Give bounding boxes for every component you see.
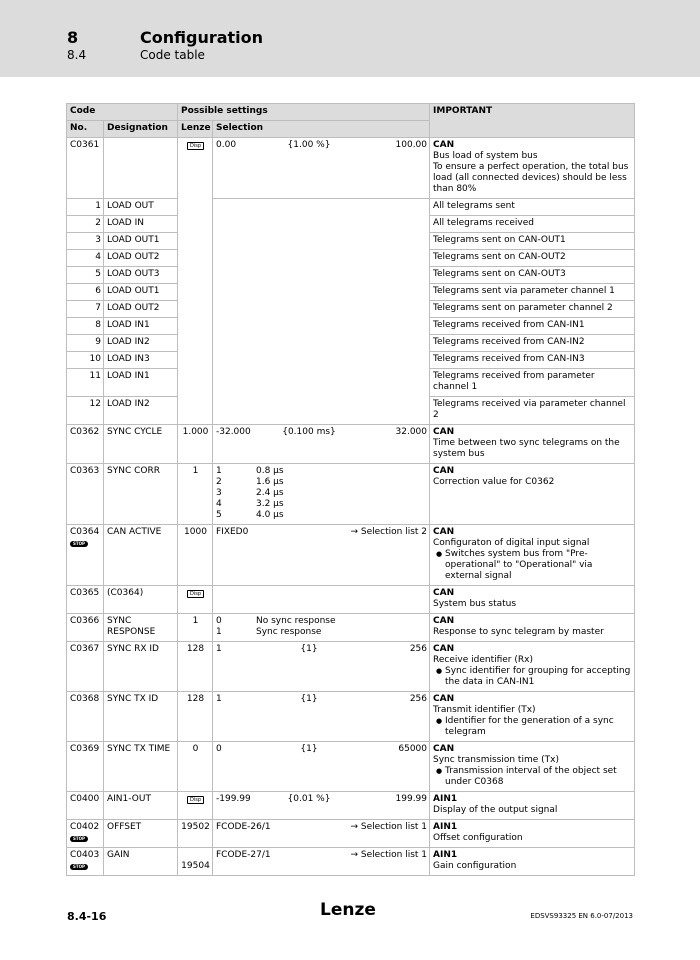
important-text: Correction value for C0362 [433, 477, 555, 487]
important-cell [430, 792, 635, 820]
subcode-important: Telegrams received from CAN-IN1 [430, 318, 635, 335]
designation-cell: SYNC TX ID [104, 692, 178, 742]
selection-list-ref: → Selection list 2 [350, 527, 428, 537]
subcode-important: Telegrams received from CAN-IN2 [430, 335, 635, 352]
selection-range [216, 427, 427, 438]
lenze-cell: 1000 [178, 525, 213, 586]
selection-min: 0 [216, 744, 222, 754]
table-row [67, 464, 635, 525]
subcode-important: Telegrams received from CAN-IN3 [430, 352, 635, 369]
important-title: CAN [433, 588, 455, 598]
lenze-cell: 0 [178, 742, 213, 792]
subcode-designation: LOAD IN1 [104, 369, 178, 397]
subcode-designation: LOAD OUT [104, 199, 178, 216]
display-only-badge: Disp [187, 590, 204, 598]
selection-min: 1 [216, 694, 222, 704]
lenze-cell: 1.000 [178, 425, 213, 464]
important-cell [430, 642, 635, 692]
code-cell [67, 792, 104, 820]
important-text: Offset configuration [433, 833, 523, 843]
subcode-no: 10 [67, 352, 104, 369]
lenze-cell [178, 792, 213, 820]
code-cell [67, 464, 104, 525]
subcode-designation: LOAD IN1 [104, 318, 178, 335]
option-key: 4 [216, 499, 222, 509]
header-important: IMPORTANT [430, 104, 635, 138]
option-value: 1.6 µs [256, 477, 284, 487]
subcode-no: 2 [67, 216, 104, 233]
important-title: AIN1 [433, 850, 458, 860]
table-row [67, 792, 635, 820]
designation-cell: SYNC RX ID [104, 642, 178, 692]
chapter-number: 8 [67, 28, 79, 47]
subcode-no: 4 [67, 250, 104, 267]
selection-list-ref: → Selection list 1 [350, 850, 428, 860]
selection-option [216, 499, 427, 510]
important-cell [430, 692, 635, 742]
selection-step: {0.100 ms} [282, 427, 336, 437]
table-row [67, 138, 635, 199]
code-number: C0402 [70, 822, 100, 832]
lenze-cell [178, 586, 213, 614]
code-number: C0365 [70, 588, 100, 598]
code-cell [67, 692, 104, 742]
option-key: 1 [216, 466, 222, 476]
important-cell [430, 848, 635, 876]
subcode-designation: LOAD OUT2 [104, 250, 178, 267]
bullet-text: Switches system bus from "Pre-operational" to "Operational" via external signal [445, 549, 593, 581]
code-cell [67, 586, 104, 614]
important-title: CAN [433, 694, 455, 704]
lenze-cell: 128 [178, 642, 213, 692]
selection-cell [213, 692, 430, 742]
selection-option [216, 616, 427, 627]
important-text: Display of the output signal [433, 805, 558, 815]
bullet-icon: ● [435, 667, 443, 675]
subcode-designation: LOAD IN2 [104, 335, 178, 352]
option-value: 3.2 µs [256, 499, 284, 509]
selection-range [216, 794, 427, 805]
important-title: CAN [433, 466, 455, 476]
selection-option [216, 627, 427, 638]
selection-range [216, 140, 427, 151]
designation-cell [104, 138, 178, 199]
selection-range [216, 644, 427, 655]
selection-cell [213, 138, 430, 199]
designation-cell: SYNC CYCLE [104, 425, 178, 464]
important-title: AIN1 [433, 822, 458, 832]
subcode-designation: LOAD OUT3 [104, 267, 178, 284]
designation-cell: GAIN [104, 848, 178, 876]
code-number: C0369 [70, 744, 100, 754]
selection-cell [213, 464, 430, 525]
subcode-designation: LOAD IN3 [104, 352, 178, 369]
important-cell [430, 742, 635, 792]
selection-source: FIXED0 [216, 527, 249, 537]
important-cell [430, 138, 635, 199]
code-number: C0368 [70, 694, 100, 704]
subcode-no: 1 [67, 199, 104, 216]
subcode-no: 9 [67, 335, 104, 352]
code-number: C0400 [70, 794, 100, 804]
selection-max: 65000 [398, 744, 428, 754]
subcode-no: 12 [67, 397, 104, 425]
selection-min: 0.00 [216, 140, 237, 150]
subcode-important: All telegrams received [430, 216, 635, 233]
selection-max: 256 [409, 644, 428, 654]
table-row [67, 586, 635, 614]
selection-option [216, 477, 427, 488]
designation-cell: (C0364) [104, 586, 178, 614]
important-text: Receive identifier (Rx) [433, 655, 533, 665]
option-key: 2 [216, 477, 222, 487]
option-value: 4.0 µs [256, 510, 284, 520]
bullet-icon: ● [435, 717, 443, 725]
bullet-text: Sync identifier for grouping for accepting the data in CAN-IN1 [445, 666, 631, 687]
table-row [67, 820, 635, 848]
important-text: To ensure a perfect operation, the total bus load (all connected devices) should be less than 80% [433, 162, 629, 194]
header-code: Code [67, 104, 178, 121]
lenze-cell: 1 [178, 614, 213, 642]
selection-cell [213, 848, 430, 876]
designation-cell: AIN1-OUT [104, 792, 178, 820]
selection-step: {1.00 %} [287, 140, 331, 150]
designation-cell: SYNC TX TIME [104, 742, 178, 792]
important-text: Time between two sync telegrams on the system bus [433, 438, 620, 459]
bullet-icon: ● [435, 767, 443, 775]
selection-cell [213, 614, 430, 642]
selection-min: 1 [216, 644, 222, 654]
display-only-badge: Disp [187, 142, 204, 150]
header-lenze: Lenze [178, 121, 213, 138]
option-value: Sync response [256, 627, 322, 637]
header-designation: Designation [104, 121, 178, 138]
table-row [67, 692, 635, 742]
document-reference: EDSVS93325 EN 6.0-07/2013 [530, 912, 633, 920]
selection-list [216, 822, 427, 833]
selection-cell [213, 425, 430, 464]
code-number: C0403 [70, 850, 100, 860]
option-key: 0 [216, 616, 222, 626]
selection-option [216, 466, 427, 477]
important-bullet [433, 766, 632, 788]
important-cell [430, 586, 635, 614]
page-number: 8.4-16 [67, 910, 107, 923]
subcode-important: Telegrams sent on parameter channel 2 [430, 301, 635, 318]
important-title: CAN [433, 427, 455, 437]
selection-min: -32.000 [216, 427, 251, 437]
selection-max: 32.000 [395, 427, 428, 437]
display-only-badge: Disp [187, 796, 204, 804]
code-cell [67, 820, 104, 848]
code-number: C0362 [70, 427, 100, 437]
designation-cell: CAN ACTIVE [104, 525, 178, 586]
selection-list-ref: → Selection list 1 [350, 822, 428, 832]
selection-cell [213, 742, 430, 792]
selection-option [216, 488, 427, 499]
lenze-cell: 19502 [178, 820, 213, 848]
important-text: System bus status [433, 599, 517, 609]
chapter-title: Configuration [140, 28, 264, 47]
code-number: C0363 [70, 466, 100, 476]
selection-max: 100.00 [395, 140, 428, 150]
important-title: CAN [433, 616, 455, 626]
code-cell [67, 848, 104, 876]
selection-cell [213, 525, 430, 586]
table-header-row [67, 104, 635, 121]
selection-list [216, 527, 427, 538]
important-bullet [433, 549, 632, 582]
important-cell [430, 425, 635, 464]
subcode-important: Telegrams received via parameter channel 2 [430, 397, 635, 425]
subcode-no: 5 [67, 267, 104, 284]
selection-max: 256 [409, 694, 428, 704]
lenze-logo: Lenze [320, 900, 376, 920]
page-header [0, 0, 700, 77]
subcode-important: Telegrams sent on CAN-OUT3 [430, 267, 635, 284]
important-cell [430, 614, 635, 642]
important-cell [430, 820, 635, 848]
code-number: C0361 [70, 140, 100, 150]
bullet-text: Transmission interval of the object set under C0368 [445, 766, 617, 787]
selection-list [216, 850, 427, 861]
section-title: Code table [140, 48, 205, 62]
lenze-cell: 19504 [178, 848, 213, 876]
selection-cell [213, 586, 430, 614]
code-cell [67, 742, 104, 792]
important-text: Gain configuration [433, 861, 517, 871]
selection-step: {1} [300, 644, 318, 654]
important-bullet [433, 716, 632, 738]
lenze-cell: 128 [178, 692, 213, 742]
important-text: Response to sync telegram by master [433, 627, 604, 637]
selection-step: {0.01 %} [287, 794, 331, 804]
subcode-designation: LOAD OUT1 [104, 284, 178, 301]
important-cell [430, 464, 635, 525]
important-text: Sync transmission time (Tx) [433, 755, 559, 765]
important-text: Configuraton of digital input signal [433, 538, 590, 548]
option-value: 2.4 µs [256, 488, 284, 498]
subcode-designation: LOAD OUT2 [104, 301, 178, 318]
section-number: 8.4 [67, 48, 87, 62]
option-key: 1 [216, 627, 222, 637]
option-value: 0.8 µs [256, 466, 284, 476]
selection-option [216, 510, 427, 521]
table-row [67, 642, 635, 692]
designation-cell: SYNC RESPONSE [104, 614, 178, 642]
subcode-important: Telegrams sent on CAN-OUT2 [430, 250, 635, 267]
lenze-cell: 1 [178, 464, 213, 525]
code-number: C0367 [70, 644, 100, 654]
table-row [67, 425, 635, 464]
important-text: Bus load of system bus [433, 151, 538, 161]
selection-range [216, 744, 427, 755]
subcode-designation: LOAD IN [104, 216, 178, 233]
selection-step: {1} [300, 694, 318, 704]
selection-max: 199.99 [395, 794, 428, 804]
subcode-important: Telegrams received from parameter channel 1 [430, 369, 635, 397]
code-cell [67, 614, 104, 642]
code-cell [67, 525, 104, 586]
stop-badge: STOP [70, 541, 88, 547]
selection-cell [213, 792, 430, 820]
bullet-icon: ● [435, 550, 443, 558]
subcode-no: 8 [67, 318, 104, 335]
bullet-text: Identifier for the generation of a sync telegram [445, 716, 614, 737]
important-title: CAN [433, 140, 455, 150]
selection-step: {1} [300, 744, 318, 754]
selection-source: FCODE-27/1 [216, 850, 271, 860]
designation-cell: SYNC CORR [104, 464, 178, 525]
table-row [67, 614, 635, 642]
code-number: C0366 [70, 616, 100, 626]
option-value: No sync response [256, 616, 336, 626]
option-key: 5 [216, 510, 222, 520]
stop-badge: STOP [70, 864, 88, 870]
important-text: Transmit identifier (Tx) [433, 705, 536, 715]
important-title: CAN [433, 644, 455, 654]
important-cell [430, 525, 635, 586]
header-no: No. [67, 121, 104, 138]
subcode-row [67, 199, 635, 216]
code-cell [67, 425, 104, 464]
stop-badge: STOP [70, 836, 88, 842]
code-cell [67, 138, 104, 199]
selection-source: FCODE-26/1 [216, 822, 271, 832]
subcode-designation: LOAD IN2 [104, 397, 178, 425]
selection-range [216, 694, 427, 705]
table-row [67, 525, 635, 586]
code-table [66, 103, 635, 876]
table-row [67, 848, 635, 876]
code-cell [67, 642, 104, 692]
code-number: C0364 [70, 527, 100, 537]
subcode-no: 11 [67, 369, 104, 397]
option-key: 3 [216, 488, 222, 498]
important-title: CAN [433, 744, 455, 754]
subcode-no: 7 [67, 301, 104, 318]
table-row [67, 742, 635, 792]
subcode-no: 6 [67, 284, 104, 301]
selection-cell [213, 820, 430, 848]
designation-cell: OFFSET [104, 820, 178, 848]
subcode-important: All telegrams sent [430, 199, 635, 216]
important-bullet [433, 666, 632, 688]
subcode-important: Telegrams sent via parameter channel 1 [430, 284, 635, 301]
selection-min: -199.99 [216, 794, 251, 804]
header-possible-settings: Possible settings [178, 104, 430, 121]
subcode-designation: LOAD OUT1 [104, 233, 178, 250]
selection-cell [213, 642, 430, 692]
subcode-no: 3 [67, 233, 104, 250]
important-title: AIN1 [433, 794, 458, 804]
header-selection: Selection [213, 121, 430, 138]
lenze-cell [178, 138, 213, 425]
selection-cell [213, 199, 430, 425]
subcode-important: Telegrams sent on CAN-OUT1 [430, 233, 635, 250]
important-title: CAN [433, 527, 455, 537]
